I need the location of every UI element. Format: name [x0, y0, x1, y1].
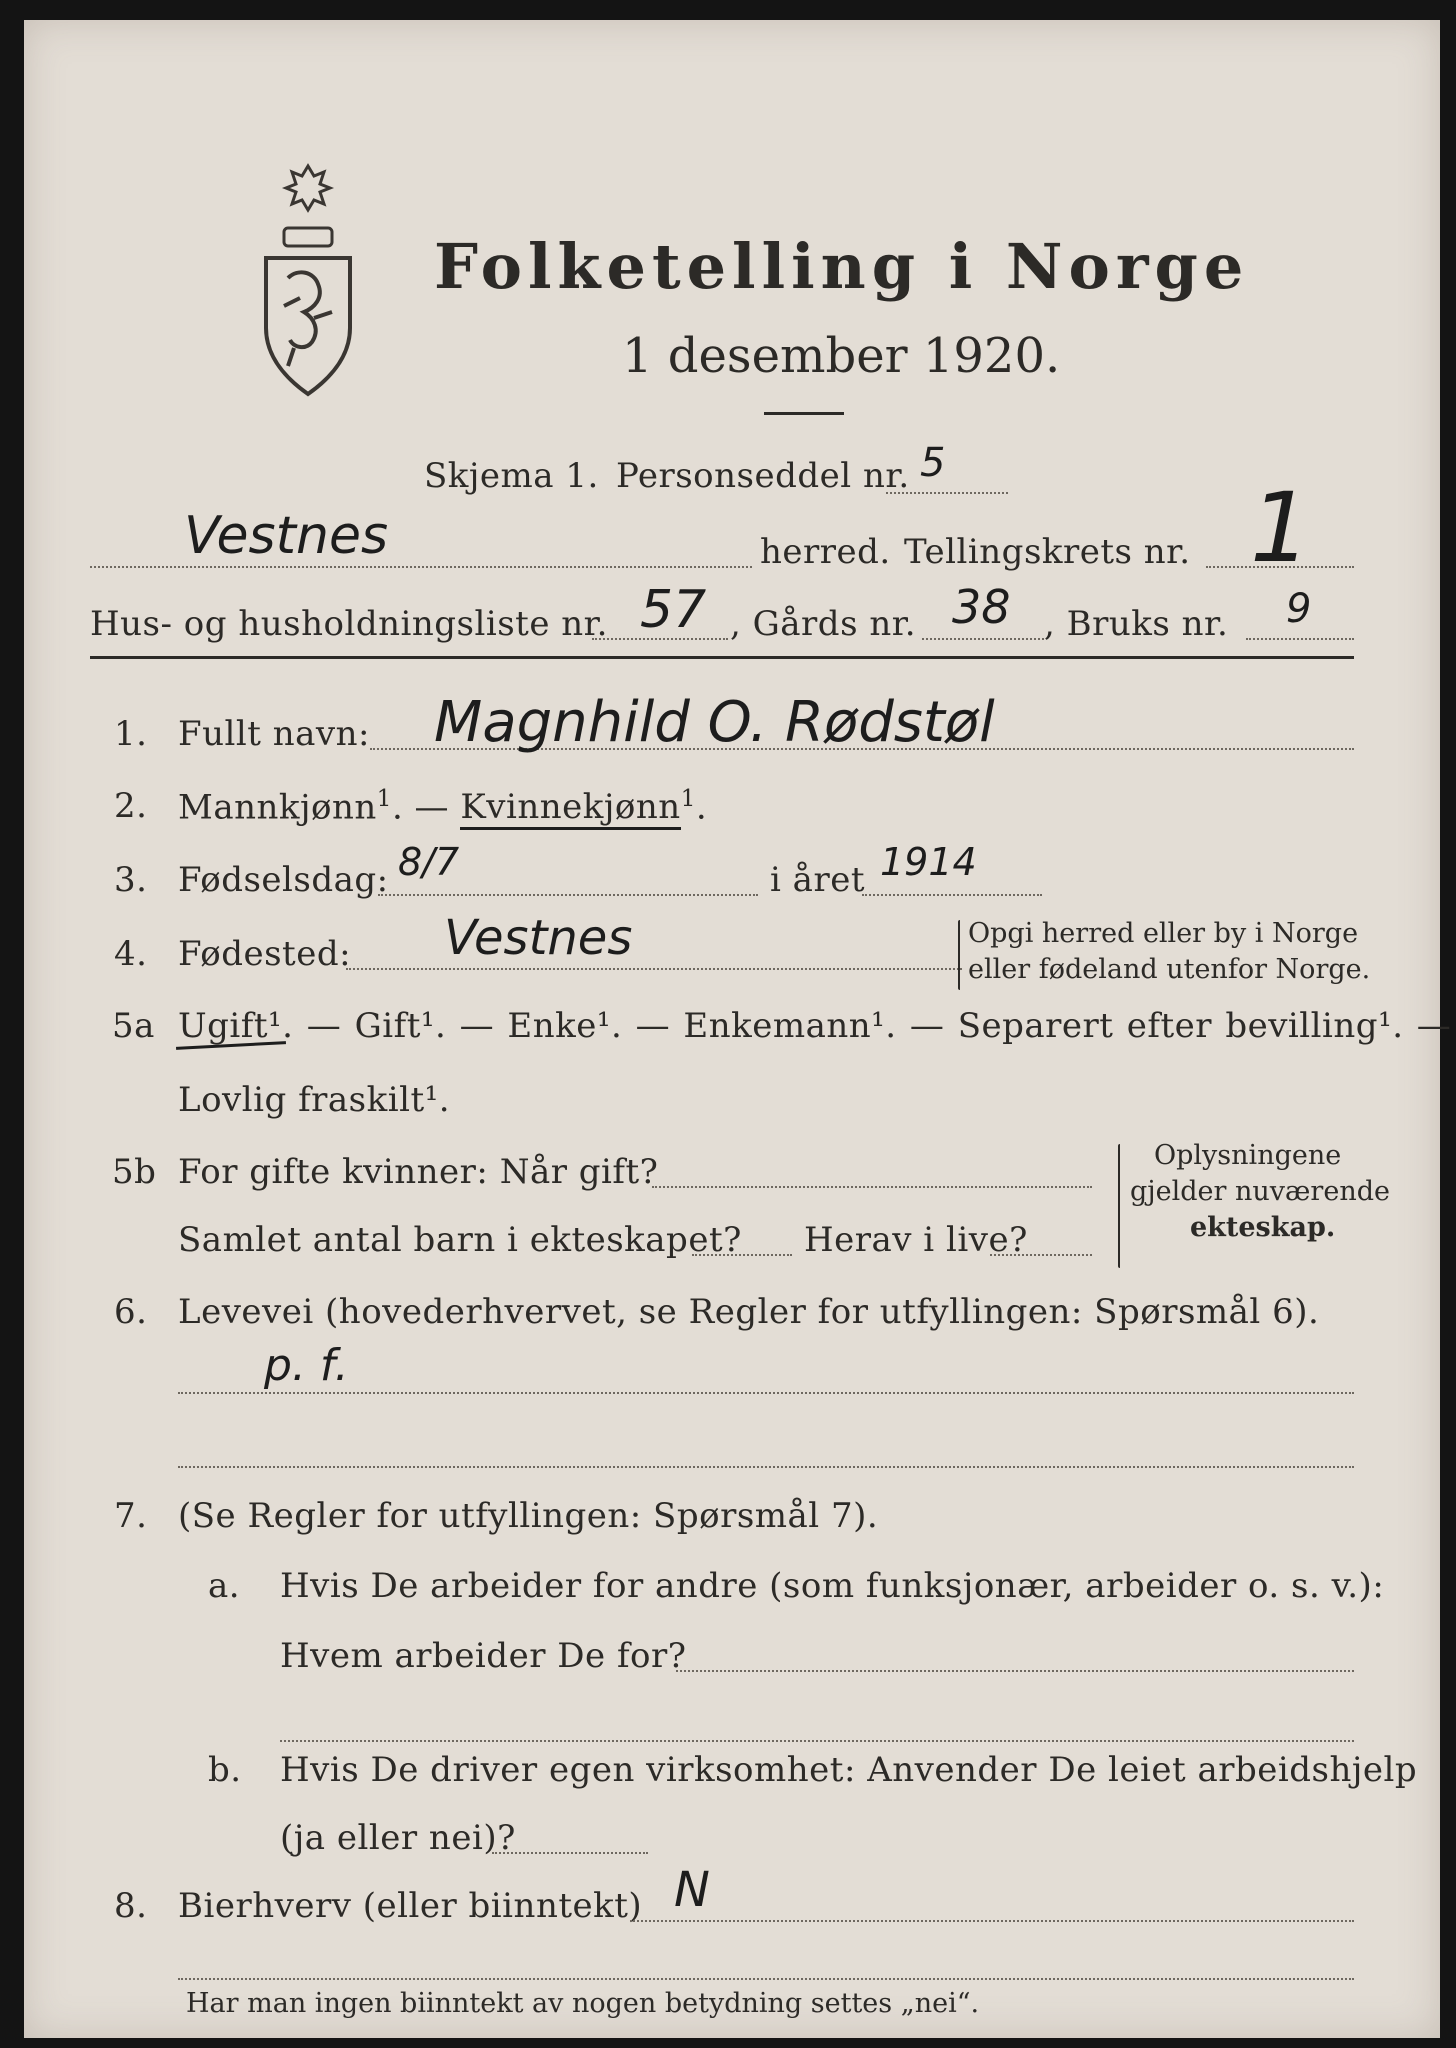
q1-number: 1.	[114, 714, 148, 754]
personseddel-label: Personseddel nr.	[616, 456, 910, 496]
hus-label: Hus- og husholdningsliste nr.	[90, 604, 608, 644]
census-date: 1 desember 1920.	[622, 328, 1061, 384]
skjema-label: Skjema 1.	[424, 456, 599, 496]
q8-number: 8.	[114, 1886, 148, 1926]
q4-number: 4.	[114, 934, 148, 974]
employer-label: Hvem arbeider De for?	[280, 1636, 687, 1676]
marital-status-options[interactable]: Ugift¹. — Gift¹. — Enke¹. — Enkemann¹. — Separert efter bevilling¹. —	[178, 1006, 1452, 1046]
personseddel-value[interactable]: 5	[920, 440, 946, 486]
coat-of-arms-icon	[258, 158, 358, 398]
herred-value[interactable]: Vestnes	[184, 506, 389, 566]
occupation-label: Levevei (hovederhvervet, se Regler for utfyllingen: Spørsmål 6).	[178, 1292, 1320, 1332]
hus-value[interactable]: 57	[640, 580, 707, 640]
footer-note: Har man ingen biinntekt av nogen betydning settes „nei“.	[186, 1988, 980, 2019]
q7-number: 7.	[114, 1496, 148, 1536]
gender-options: Mannkjønn$^1$. — Kvinnekjønn$^1$.	[178, 786, 707, 827]
birthday-label: Fødselsdag:	[178, 860, 389, 900]
birthplace-value[interactable]: Vestnes	[444, 910, 633, 966]
children-count-label: Samlet antal barn i ekteskapet?	[178, 1220, 742, 1260]
employer-question: Hvis De arbeider for andre (som funksjonær, arbeider o. s. v.):	[280, 1566, 1385, 1606]
birth-year-value[interactable]: 1914	[880, 840, 977, 884]
full-name-value[interactable]: Magnhild O. Rødstøl	[434, 690, 995, 755]
title-divider	[764, 412, 844, 415]
q2-number: 2.	[114, 786, 148, 826]
gender-female-option[interactable]: Kvinnekjønn	[460, 787, 680, 830]
gender-male-option[interactable]: Mannkjønn	[178, 787, 377, 828]
marriage-note-line1: Oplysningene	[1154, 1140, 1342, 1171]
q5a-number: 5a	[112, 1006, 155, 1046]
occupation-value[interactable]: p. f.	[264, 1340, 349, 1391]
birthplace-note-line2: eller fødeland utenfor Norge.	[968, 954, 1371, 985]
header-rule	[90, 656, 1354, 659]
marital-status-divorced[interactable]: Lovlig fraskilt¹.	[178, 1080, 451, 1120]
q5b-number: 5b	[112, 1152, 157, 1192]
birth-year-label: i året	[770, 860, 865, 900]
married-when-label: For gifte kvinner: Når gift?	[178, 1152, 659, 1192]
full-name-label: Fullt navn:	[178, 714, 370, 754]
birthplace-label: Fødested:	[178, 934, 352, 974]
birthday-value[interactable]: 8/7	[398, 840, 460, 884]
children-alive-label: Herav i live?	[804, 1220, 1028, 1260]
q3-number: 3.	[114, 860, 148, 900]
q7b-letter: b.	[208, 1750, 242, 1790]
tellingskrets-label: Tellingskrets nr.	[904, 532, 1191, 572]
q7a-letter: a.	[208, 1566, 241, 1606]
marriage-note-line2: gjelder nuværende	[1130, 1176, 1390, 1207]
q6-number: 6.	[114, 1292, 148, 1332]
gards-value[interactable]: 38	[952, 580, 1011, 634]
gards-label: , Gårds nr.	[730, 604, 917, 644]
marriage-note-line3: ekteskap.	[1190, 1212, 1336, 1243]
form-title: Folketelling i Norge	[434, 230, 1250, 303]
hired-help-question: Hvis De driver egen virksomhet: Anvender De leiet arbeidshjelp	[280, 1750, 1418, 1790]
census-form-sheet	[24, 20, 1452, 2038]
side-income-label: Bierhverv (eller biinntekt)	[178, 1886, 643, 1926]
birthplace-note-line1: Opgi herred eller by i Norge	[968, 918, 1359, 949]
hired-help-label: (ja eller nei)?	[280, 1818, 516, 1858]
bruks-value[interactable]: 9	[1286, 586, 1312, 632]
bruks-label: , Bruks nr.	[1044, 604, 1229, 644]
herred-label: herred.	[760, 532, 891, 572]
side-income-value[interactable]: N	[674, 1862, 710, 1918]
tellingskrets-value[interactable]: 1	[1250, 472, 1312, 584]
q7-label: (Se Regler for utfyllingen: Spørsmål 7).	[178, 1496, 879, 1536]
